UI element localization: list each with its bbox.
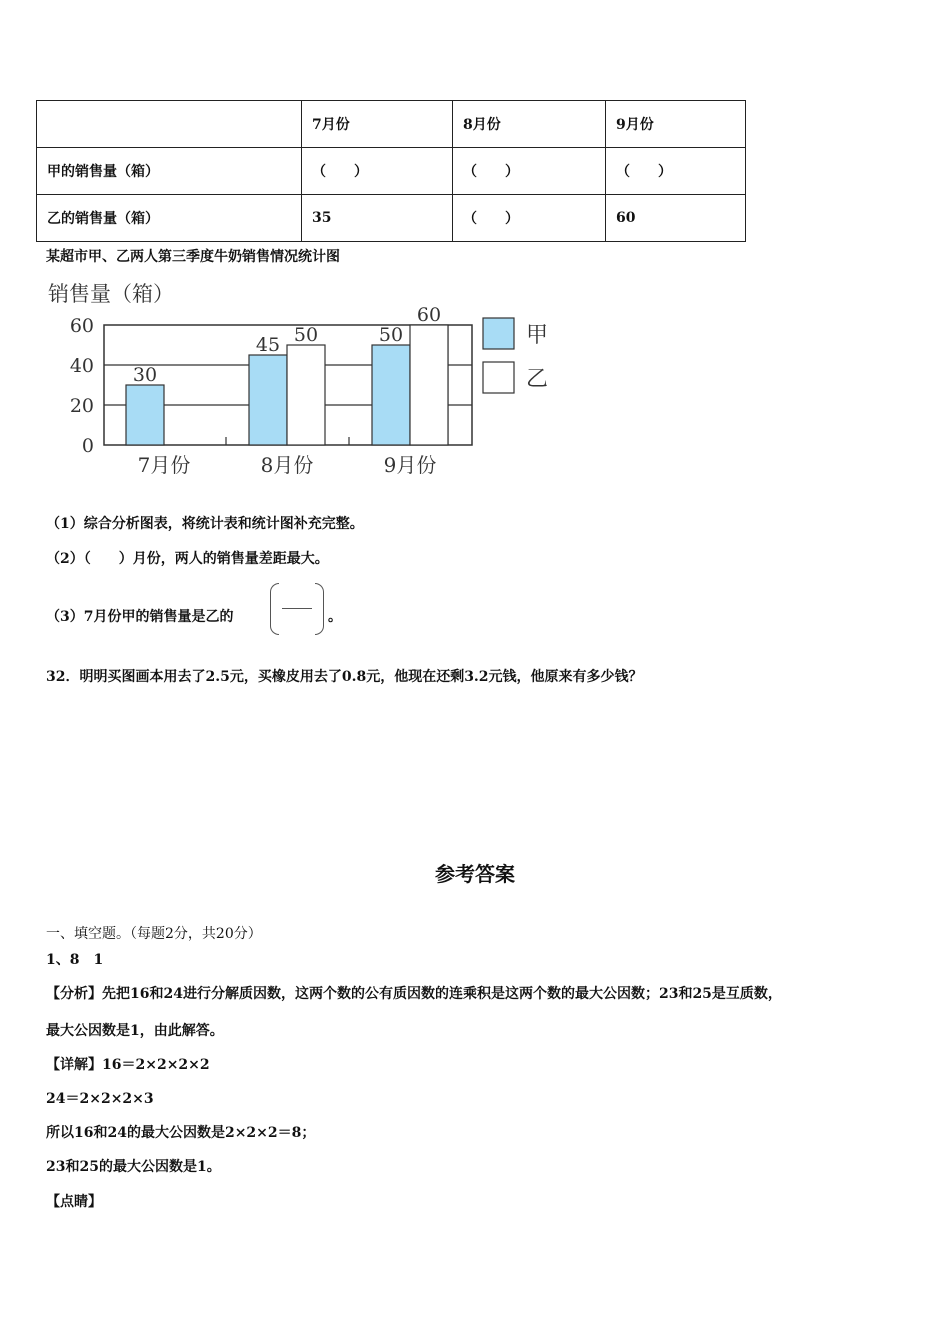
table-cell: 60 — [606, 195, 746, 242]
table-cell: （ ） — [453, 195, 606, 242]
table-row — [37, 148, 746, 195]
table-header-cell — [37, 101, 302, 148]
left-paren — [270, 583, 279, 635]
question-2: （2）（ ）月份，两人的销售量差距最大。 — [46, 551, 329, 567]
bar-jia — [249, 355, 287, 445]
legend-label: 乙 — [526, 367, 549, 392]
question-1: （1）综合分析图表，将统计表和统计图补充完整。 — [46, 516, 364, 532]
detail-line-1: 【详解】16＝2×2×2×2 — [46, 1057, 210, 1073]
question-3-prefix: （3）7月份甲的销售量是乙的 — [46, 609, 234, 625]
right-paren — [315, 583, 324, 635]
data-label: 50 — [293, 324, 319, 346]
row-label: 乙的销售量（箱） — [37, 195, 302, 242]
data-label: 30 — [132, 364, 158, 386]
data-label: 45 — [255, 334, 281, 356]
analysis-line-1: 【分析】先把16和24进行分解质因数，这两个数的公有质因数的连乘积是这两个数的最大公因数；23和25是互质数， — [46, 986, 782, 1002]
y-tick-label: 0 — [81, 435, 94, 457]
fraction-answer-box[interactable] — [270, 583, 324, 633]
chart-caption: 某超市甲、乙两人第三季度牛奶销售情况统计图 — [46, 249, 340, 265]
chart-legend — [483, 318, 548, 393]
question-3-suffix: 。 — [328, 609, 342, 625]
detail-line-4: 23和25的最大公因数是1。 — [46, 1159, 221, 1175]
detail-line-2: 24＝2×2×2×3 — [46, 1091, 154, 1107]
table-header-cell: 8月份 — [453, 101, 606, 148]
detail-line-3: 所以16和24的最大公因数是2×2×2＝8； — [46, 1125, 316, 1141]
y-tick-label: 60 — [69, 315, 94, 337]
bar-jia — [372, 345, 410, 445]
comment-heading: 【点睛】 — [46, 1194, 102, 1210]
y-axis-label: 销售量（箱） — [48, 282, 174, 306]
sales-table — [36, 100, 746, 242]
y-tick-label: 20 — [69, 395, 94, 417]
data-label: 50 — [378, 324, 404, 346]
table-cell: （ ） — [606, 148, 746, 195]
x-tick-label: 9月份 — [383, 453, 437, 477]
sales-bar-chart — [0, 272, 600, 487]
table-header-cell: 9月份 — [606, 101, 746, 148]
table-header-cell: 7月份 — [302, 101, 453, 148]
fraction-bar — [282, 608, 312, 609]
answer-section-heading: 一、填空题。（每题2分，共20分） — [46, 926, 262, 942]
question-32: 32．明明买图画本用去了2.5元，买橡皮用去了0.8元，他现在还剩3.2元钱，他原来有多少钱？ — [46, 669, 643, 685]
table-cell: （ ） — [302, 148, 453, 195]
table-cell: 35 — [302, 195, 453, 242]
row-label: 甲的销售量（箱） — [37, 148, 302, 195]
legend-label: 甲 — [526, 323, 549, 348]
table-header-row — [37, 101, 746, 148]
answer-title: 参考答案 — [435, 862, 515, 886]
data-label: 60 — [416, 304, 442, 326]
bar-jia — [126, 385, 164, 445]
y-tick-label: 40 — [69, 355, 94, 377]
x-tick-label: 7月份 — [137, 453, 191, 477]
x-tick-label: 8月份 — [260, 453, 314, 477]
legend-swatch-jia — [483, 318, 514, 349]
table-row — [37, 195, 746, 242]
analysis-line-2: 最大公因数是1，由此解答。 — [46, 1023, 224, 1039]
answer-1: 1、8 1 — [46, 952, 104, 968]
bar-yi — [410, 325, 448, 445]
table-cell: （ ） — [453, 148, 606, 195]
legend-swatch-yi — [483, 362, 514, 393]
bar-yi — [287, 345, 325, 445]
